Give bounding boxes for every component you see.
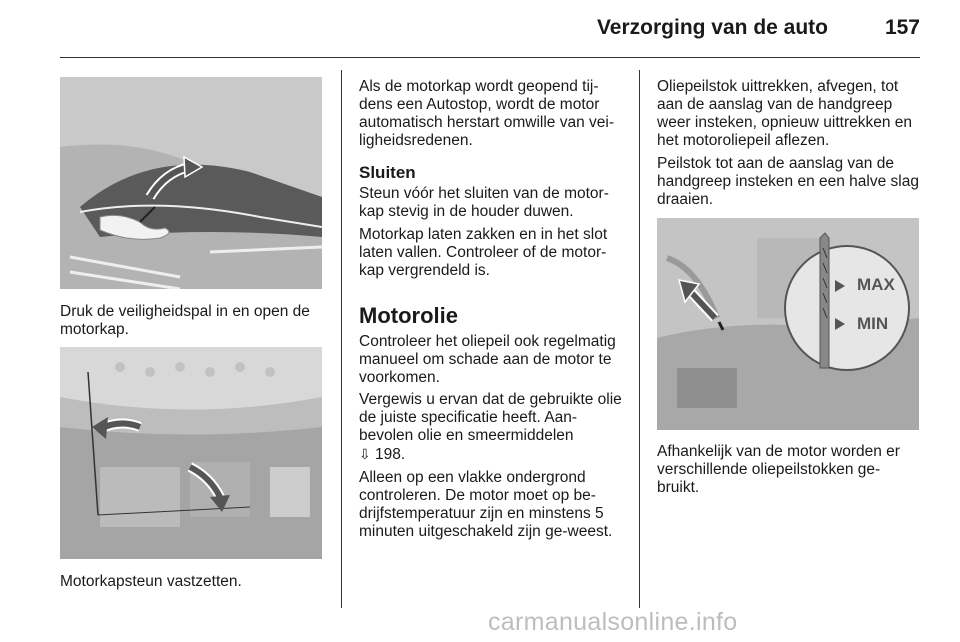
watermark: carmanualsonline.info: [488, 608, 738, 636]
motorolie-paragraph-1: Controleer het oliepeil ook regelmatig manueel om schade aan de motor te voorkomen.: [359, 333, 616, 386]
dipstick-figure-caption: Afhankelijk van de motor worden er verschillende oliepeilstokken ge-bruikt.: [657, 443, 900, 496]
sluiten-paragraph-1: Steun vóór het sluiten van de motor-kap stevig in de houder duwen.: [359, 185, 609, 220]
motorolie-paragraph-2-text: Vergewis u ervan dat de gebruikte olie de juiste specificatie heeft. Aan-bevolen olie en smeermiddelen: [359, 391, 622, 444]
sluiten-paragraph-2: Motorkap laten zakken en in het slot laten vallen. Controleer of de motor-kap vergrendeld is.: [359, 226, 608, 279]
figure-hood-support: [60, 347, 322, 559]
column-divider-left: [341, 70, 342, 608]
page-reference-icon: ⇩: [359, 446, 371, 462]
autostop-intro: Als de motorkap wordt geopend tij-dens een Autostop, wordt de motor automatisch herstart omwille van vei-ligheidsredenen.: [359, 78, 614, 149]
dipstick-max-label: MAX: [857, 275, 895, 294]
motorolie-paragraph-2: [359, 391, 627, 464]
figure-dipstick: [657, 218, 919, 430]
motorolie-heading: Motorolie: [359, 303, 458, 328]
page-header-title: Verzorging van de auto: [596, 16, 828, 39]
sluiten-heading: Sluiten: [359, 163, 416, 182]
header-rule: [60, 57, 920, 58]
page-reference-link[interactable]: 198.: [375, 446, 406, 463]
column-divider-right: [639, 70, 640, 608]
figure-open-hood: [60, 77, 322, 289]
dipstick-min-label: MIN: [857, 314, 889, 333]
figure2-caption: Motorkapsteun vastzetten.: [60, 573, 242, 590]
figure1-caption: Druk de veiligheidspal in en open de motorkap.: [60, 303, 310, 338]
motorolie-paragraph-3: Alleen op een vlakke ondergrond controleren. De motor moet op be-drijfstemperatuur zijn en minstens 5 minuten uitgeschakeld zijn ge-weest.: [359, 469, 613, 540]
dipstick-instructions-2: Peilstok tot aan de aanslag van de handgreep insteken en een halve slag draaien.: [657, 155, 919, 208]
dipstick-instructions-1: Oliepeilstok uittrekken, afvegen, tot aan de aanslag van de handgreep weer insteken, opnieuw uittrekken en het motoroliepeil aflezen.: [657, 78, 913, 149]
page-number: 157: [884, 16, 920, 39]
